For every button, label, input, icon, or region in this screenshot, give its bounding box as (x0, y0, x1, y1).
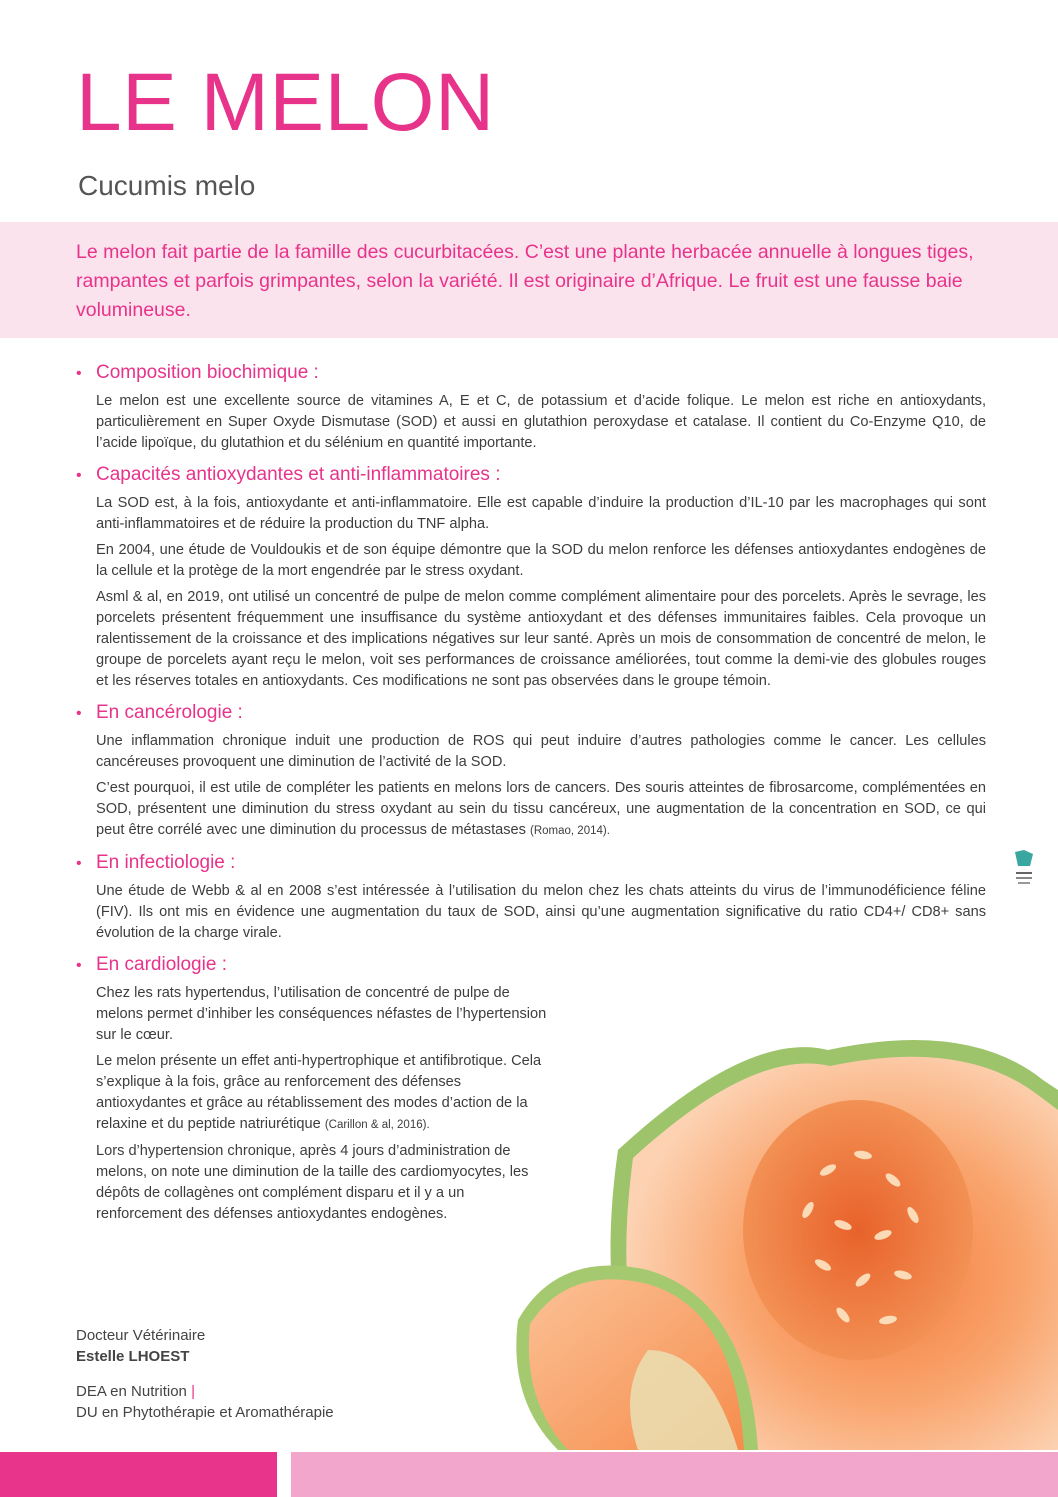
section-heading: Capacités antioxydantes et anti-inflammatoires : (96, 464, 501, 485)
section-heading: En cancérologie : (96, 702, 243, 723)
paragraph: Une inflammation chronique induit une production de ROS qui peut induire d’autres pathologies comme le cancer. Les cellules cancéreuses provoquent une diminution de l’activité de la SOD. (96, 733, 986, 770)
section-antioxidant (76, 462, 986, 692)
section-heading: En cardiologie : (96, 954, 227, 975)
paragraph: En 2004, une étude de Vouldoukis et de son équipe démontre que la SOD du melon renforce les défenses antioxydantes endogènes de la cellule et la protège de la mort engendrée par le stress oxydant. (96, 542, 986, 579)
bullet-icon: • (76, 365, 82, 382)
publisher-logo-icon (1012, 848, 1036, 888)
section-heading: En infectiologie : (96, 852, 236, 873)
intro-text: Le melon fait partie de la famille des cucurbitacées. C’est une plante herbacée annuelle à longues tiges, rampantes et parfois grimpantes, selon la variété. Il est originaire d’Afrique. Le fruit est une fausse baie volumineuse. (76, 241, 974, 321)
paragraph-text: C’est pourquoi, il est utile de compléter les patients en melons lors de cancers. Des souris atteintes de fibrosarcome, complémentées en SOD, présentent une diminution du stress oxydant au sein du tissu cancéreux, une augmentation de la concentration en SOD, ce qui peut être corrélé avec une diminution du processus de métastases (96, 780, 986, 838)
paragraph (96, 1051, 551, 1136)
author-signature (76, 1325, 334, 1423)
author-role: Docteur Vétérinaire (76, 1327, 206, 1344)
author-name: Estelle LHOEST (76, 1348, 190, 1365)
paragraph: Le melon est une excellente source de vitamines A, E et C, de potassium et d’acide folique. Le melon est riche en antioxydants, particulièrement en Super Oxyde Dismutase (SOD) et aussi en glutathion peroxydase et catalase. Il contient du Co-Enzyme Q10, de l’acide lipoïque, du glutathion et du sélénium en quantité importante. (96, 393, 986, 451)
bullet-icon: • (76, 467, 82, 484)
paragraph: Lors d’hypertension chronique, après 4 jours d’administration de melons, on note une diminution de la taille des cardiomyocytes, les dépôts de collagènes ont complément disparu et il y a un renforcement des défenses antioxydantes endogènes. (96, 1143, 529, 1222)
section-oncology (76, 700, 986, 842)
page-subtitle: Cucumis melo (78, 170, 256, 201)
footer-bar-light (291, 1452, 1058, 1497)
footer-bar-dark (0, 1452, 277, 1497)
section-infectiology (76, 850, 986, 944)
bullet-icon: • (76, 957, 82, 974)
bullet-icon: • (76, 855, 82, 872)
paragraph: La SOD est, à la fois, antioxydante et anti-inflammatoire. Elle est capable d’induire la production d’IL-10 par les macrophages qui sont anti-inflammatoires et de réduire la production du TNF alpha. (96, 495, 986, 532)
cantaloupe-melon-image (498, 1020, 1058, 1450)
author-degree: DEA en Nutrition (76, 1383, 187, 1400)
section-heading: Composition biochimique : (96, 362, 319, 383)
page-title: LE MELON (76, 57, 495, 148)
citation: (Carillon & al, 2016). (324, 1119, 430, 1131)
bullet-icon: • (76, 705, 82, 722)
author-degree: DU en Phytothérapie et Aromathérapie (76, 1404, 334, 1421)
section-composition (76, 360, 986, 454)
paragraph: Une étude de Webb & al en 2008 s’est intéressée à l’utilisation du melon chez les chats atteints du virus de l’immunodéficience féline (FIV). Ils ont mis en évidence une augmentation du taux de SOD, ainsi qu’une augmentation significative du ratio CD4+/ CD8+ sans évolution de la charge virale. (96, 883, 986, 941)
paragraph (96, 778, 986, 842)
paragraph: Chez les rats hypertendus, l’utilisation de concentré de pulpe de melons permet d’inhiber les conséquences néfastes de l’hypertension sur le cœur. (96, 985, 547, 1043)
paragraph: Asml & al, en 2019, ont utilisé un concentré de pulpe de melon comme complément alimentaire pour des porcelets. Après le sevrage, les porcelets présentent fréquemment une insuffisance du système antioxydant et des défenses immunitaires faibles. Cela provoque un ralentissement de la croissance et des implications négatives sur leur santé. Après un mois de consommation de concentré de melon, le groupe de porcelets ayant reçu le melon, voit ses performances de croissance améliorées, tout comme la demi-vie des globules rouges et les réserves totales en antioxydants. Ces modifications ne sont pas observées dans le groupe témoin. (96, 589, 986, 689)
citation: (Romao, 2014). (530, 825, 610, 837)
paragraph-text: Le melon présente un effet anti-hypertrophique et antifibrotique. Cela s’explique à la fois, grâce au renforcement des défenses antioxydantes et grâce au rétablissement des modes d’action de la relaxine et du peptide natriurétique (96, 1053, 542, 1132)
separator: | (191, 1383, 195, 1400)
